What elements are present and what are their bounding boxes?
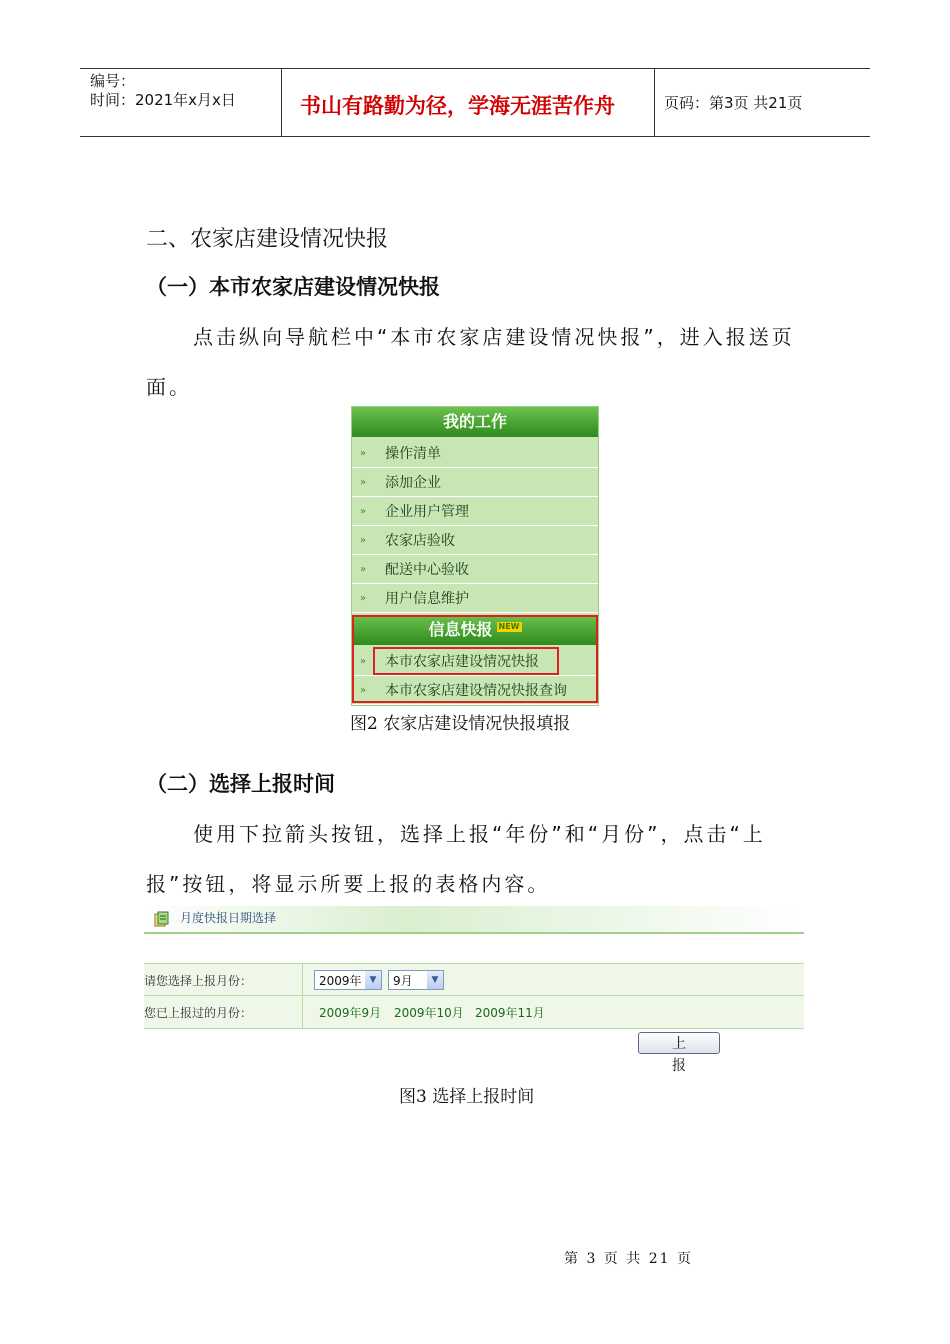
header-serial: 编号： — [90, 72, 136, 90]
year-select-value: 2009年 — [319, 974, 362, 988]
nav-header-my-work: 我的工作 — [352, 407, 598, 437]
nav-item-farm-store-acceptance[interactable] — [352, 527, 598, 555]
nav-item-operation-list[interactable] — [352, 440, 598, 468]
header-time: 时间：2021年x月x日 — [90, 91, 236, 109]
header-page-info: 页码：第3页 共21页 — [664, 94, 803, 112]
reported-months-row — [144, 995, 804, 1029]
reported-month-link[interactable]: 2009年11月 — [475, 1006, 545, 1020]
chevron-right-icon: » — [360, 535, 367, 546]
header-top-rule — [80, 68, 870, 69]
nav-item-label: 本市农家店建设情况快报查询 — [385, 683, 567, 699]
subsection-1-title: （一）本市农家店建设情况快报 — [146, 275, 440, 299]
section-title: 二、农家店建设情况快报 — [146, 227, 389, 252]
header-divider-left — [281, 68, 282, 136]
chevron-right-icon: » — [360, 564, 367, 575]
highlight-box-city-report — [373, 647, 559, 675]
nav-item-label: 农家店验收 — [385, 533, 455, 549]
submit-report-button[interactable]: 上报 — [638, 1032, 720, 1054]
chevron-right-icon: » — [360, 685, 367, 696]
chevron-down-icon[interactable]: ▼ — [427, 971, 443, 989]
chevron-right-icon: » — [360, 656, 367, 667]
form-title: 月度快报日期选择 — [180, 911, 277, 925]
chevron-right-icon: » — [360, 506, 367, 517]
subsection-2-title: （二）选择上报时间 — [146, 772, 335, 796]
year-select[interactable] — [314, 970, 382, 990]
chevron-right-icon: » — [360, 593, 367, 604]
form-title-bar — [144, 906, 804, 934]
nav-item-label: 操作清单 — [385, 446, 441, 462]
figure-2-caption: 图2 农家店建设情况快报填报 — [350, 714, 571, 734]
nav-item-add-company[interactable] — [352, 469, 598, 497]
nav-item-company-users[interactable] — [352, 498, 598, 526]
subsection-1-paragraph-line2: 面。 — [146, 375, 192, 399]
reported-months-label: 您已上报过的月份： — [144, 1006, 253, 1020]
reported-month-link[interactable]: 2009年9月 — [319, 1006, 382, 1020]
subsection-1-paragraph-line1: 点击纵向导航栏中“本市农家店建设情况快报”，进入报送页 — [193, 325, 795, 349]
select-month-row — [144, 963, 804, 996]
nav-item-label: 本市农家店建设情况快报 — [385, 654, 539, 670]
nav-item-user-info[interactable] — [352, 585, 598, 613]
reported-month-link[interactable]: 2009年10月 — [394, 1006, 464, 1020]
month-select-value: 9月 — [393, 974, 413, 988]
nav-item-label: 配送中心验收 — [385, 562, 469, 578]
subsection-2-paragraph-line2: 报”按钮，将显示所要上报的表格内容。 — [146, 872, 551, 896]
row-divider — [302, 964, 303, 996]
nav-item-distribution-center-acceptance[interactable] — [352, 556, 598, 584]
select-month-label: 请您选择上报月份： — [144, 974, 253, 988]
chevron-right-icon: » — [360, 448, 367, 459]
header-motto: 书山有路勤为径，学海无涯苦作舟 — [300, 94, 615, 118]
new-badge: NEW — [498, 622, 520, 631]
nav-item-label: 用户信息维护 — [385, 591, 469, 607]
figure-3-caption: 图3 选择上报时间 — [399, 1087, 535, 1107]
month-select[interactable] — [388, 970, 444, 990]
nav-item-label: 企业用户管理 — [385, 504, 469, 520]
calendar-icon — [154, 911, 170, 927]
header-divider-right — [654, 68, 655, 136]
nav-item-label: 添加企业 — [385, 475, 441, 491]
chevron-down-icon[interactable]: ▼ — [365, 971, 381, 989]
nav-header-label: 信息快报 — [428, 620, 493, 639]
row-divider — [302, 996, 303, 1028]
page-footer: 第 3 页 共 21 页 — [564, 1251, 693, 1267]
chevron-right-icon: » — [360, 477, 367, 488]
subsection-2-paragraph-line1: 使用下拉箭头按钮，选择上报“年份”和“月份”，点击“上 — [193, 822, 766, 846]
header-bottom-rule — [80, 136, 870, 137]
